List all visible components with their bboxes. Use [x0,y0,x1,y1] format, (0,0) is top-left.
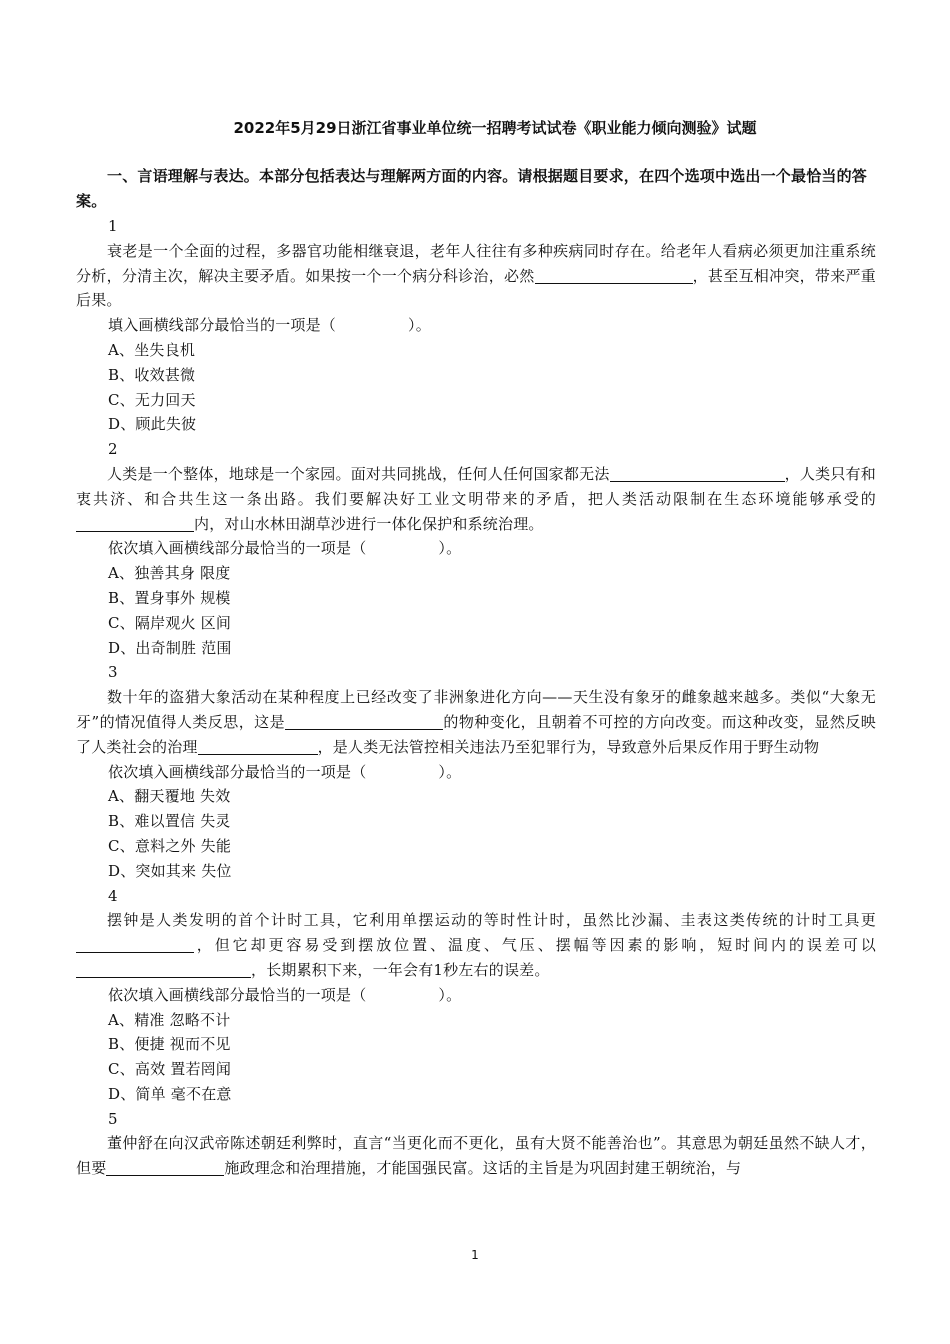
question-number: 4 [108,886,118,905]
option: D、突如其来 失位 [108,861,232,880]
question-prompt: 填入画横线部分最恰当的一项是（ ）。 [108,316,431,335]
option: C、隔岸观火 区间 [108,613,232,632]
option: D、简单 毫不在意 [108,1084,232,1103]
question-number: 1 [108,217,118,235]
question-text: 衰老是一个全面的过程，多器官功能相继衰退，老年人往往有多种疾病同时存在。给老年人看病必须更加注重系统分析，分清主次，解决主要矛盾。如果按一个一个病分科诊治，必然 ，甚至互相冲突，带来严重后果。 [76,241,876,310]
option: A、精准 忽略不计 [108,1010,231,1029]
page-number: 1 [471,1248,479,1262]
page-title: 2022年5月29日浙江省事业单位统一招聘考试试卷《职业能力倾向测验》试题 [233,119,757,137]
answer-blank [76,936,194,953]
question-text: 数十年的盗猎大象活动在某种程度上已经改变了非洲象进化方向——天生没有象牙的雌象越来越多。类似“大象无牙”的情况值得人类反思，这是 的物种变化，且朝着不可控的方向改变。而这种改变，显然反映了人类社会的治理 ，是人类无法管控相关违法乃至犯罪行为，导致意外后果反作用于野生动物 [76,688,876,756]
section-heading: 一、言语理解与表达。本部分包括表达与理解两方面的内容。请根据题目要求，在四个选项中选出一个最恰当的答案。 [76,167,868,210]
option: C、意料之外 失能 [108,836,232,855]
question-text: 董仲舒在向汉武帝陈述朝廷利弊时，直言“当更化而不更化，虽有大贤不能善治也”。其意思为朝廷虽然不缺人才，但要 施政理念和治理措施，才能国强民富。这话的主旨是为巩固封建王朝统治，与 [76,1134,876,1178]
option: D、出奇制胜 范围 [108,638,232,657]
question-text: 摆钟是人类发明的首个计时工具，它利用单摆运动的等时性计时，虽然比沙漏、圭表这类传统的计时工具更，但它却更容易受到摆放位置、温度、气压、摆幅等因素的影响，短时间内的误差可以，长期累积下来，一年会有1秒左右的误差。 [76,908,876,982]
question-text: 人类是一个整体，地球是一个家园。面对共同挑战，任何人任何国家都无法 ，人类只有和衷共济、和合共生这一条出路。我们要解决好工业文明带来的矛盾，把人类活动限制在生态环境能够承受的内，对山水林田湖草沙进行一体化保护和系统治理。 [76,464,876,533]
answer-blank [76,961,251,978]
option: C、无力回天 [108,390,196,409]
option: D、顾此失彼 [108,415,197,434]
question-prompt: 依次填入画横线部分最恰当的一项是（ ）。 [108,762,462,781]
answer-blank [106,1159,224,1176]
question-prompt: 依次填入画横线部分最恰当的一项是（ ）。 [108,985,462,1004]
option: B、置身事外 规模 [108,588,231,607]
question-number: 5 [108,1109,118,1128]
option: B、难以置信 失灵 [108,812,231,831]
question-number: 2 [108,440,118,459]
answer-blank [76,515,194,532]
document-body [76,164,876,1181]
option: B、收效甚微 [108,365,196,384]
option: A、独善其身 限度 [108,564,231,583]
option: A、翻天覆地 失效 [108,787,231,806]
option: A、坐失良机 [108,340,196,359]
answer-blank [535,267,693,284]
question-number: 3 [108,663,118,682]
answer-blank [610,465,785,482]
question-prompt: 依次填入画横线部分最恰当的一项是（ ）。 [108,539,462,558]
answer-blank [198,738,318,755]
option: B、便捷 视而不见 [108,1035,231,1054]
answer-blank [285,713,443,730]
option: C、高效 置若罔闻 [108,1060,232,1079]
